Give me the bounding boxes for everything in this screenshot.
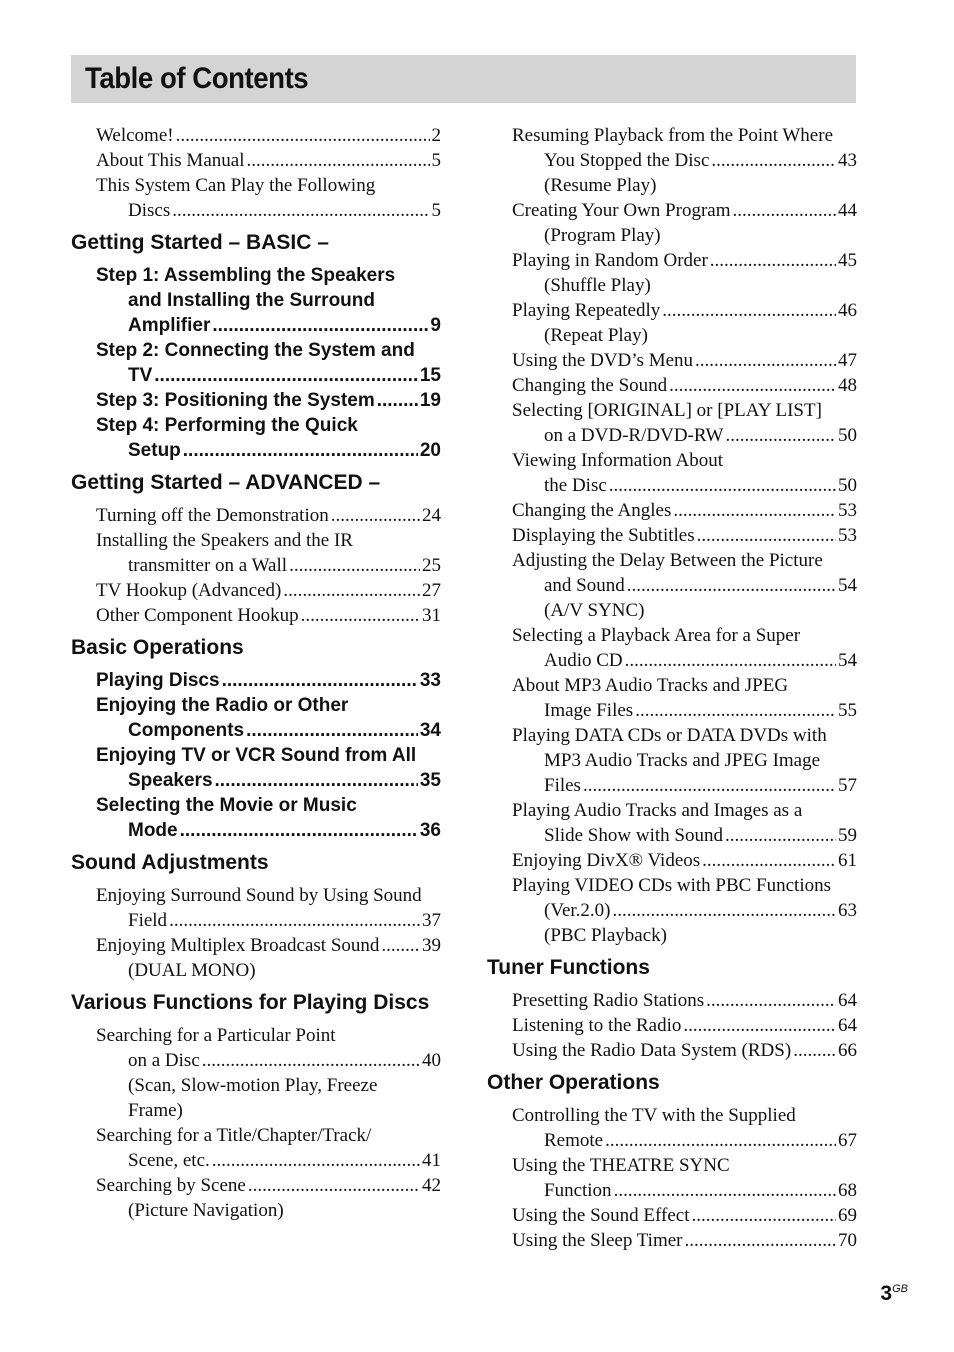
- entry-page-number: 34: [419, 720, 441, 741]
- section-entries: [71, 123, 441, 223]
- entry-title: Using the Sound Effect: [512, 1205, 690, 1226]
- entry-title: Using the Radio Data System (RDS): [512, 1040, 792, 1061]
- entry-title: Playing in Random Order: [512, 250, 708, 271]
- toc-entry[interactable]: [512, 373, 857, 398]
- entry-line: [96, 668, 441, 693]
- toc-entry[interactable]: [512, 988, 857, 1013]
- entry-page-number: 33: [419, 670, 441, 691]
- toc-entry[interactable]: [512, 523, 857, 548]
- entry-line: [512, 248, 857, 273]
- entry-page-number: 61: [838, 850, 857, 871]
- entry-line: [512, 348, 857, 373]
- entry-line: [512, 698, 857, 723]
- entry-page-number: 15: [419, 365, 441, 386]
- entry-line: [512, 1038, 857, 1063]
- entry-title: Function: [544, 1180, 612, 1201]
- entry-line: [512, 573, 857, 598]
- dot-leader: [169, 908, 420, 933]
- entry-line: Selecting the Movie or Music: [96, 795, 357, 816]
- toc-entry[interactable]: [96, 668, 441, 693]
- entry-title: You Stopped the Disc: [544, 150, 710, 171]
- entry-title: Changing the Angles: [512, 500, 672, 521]
- toc-entry[interactable]: [512, 398, 857, 448]
- dot-leader: [246, 718, 418, 743]
- entry-line: [512, 148, 857, 173]
- entry-line: Playing Audio Tracks and Images as a: [512, 800, 803, 821]
- section-heading: Getting Started – BASIC –: [71, 231, 329, 254]
- dot-leader: [625, 648, 836, 673]
- dot-leader: [673, 498, 836, 523]
- dot-leader: [381, 933, 420, 958]
- entry-page-number: 57: [838, 775, 857, 796]
- toc-entry[interactable]: [96, 1123, 441, 1173]
- entry-line: [512, 648, 857, 673]
- dot-leader: [614, 1178, 836, 1203]
- entry-page-number: 63: [838, 900, 857, 921]
- entry-note: (DUAL MONO): [128, 960, 256, 981]
- toc-entry[interactable]: [512, 723, 857, 798]
- entry-page-number: 5: [431, 200, 441, 221]
- entry-line: [96, 933, 441, 958]
- entry-title: Setup: [128, 440, 181, 461]
- dot-leader: [793, 1038, 836, 1063]
- dot-leader: [733, 198, 837, 223]
- entry-line: [96, 1048, 441, 1073]
- entry-title: Enjoying Multiplex Broadcast Sound: [96, 935, 380, 956]
- toc-section: [71, 989, 441, 1223]
- entry-note: (Scan, Slow-motion Play, Freeze: [128, 1075, 378, 1096]
- entry-line: Controlling the TV with the Supplied: [512, 1105, 796, 1126]
- entry-line: [512, 988, 857, 1013]
- entry-title: Discs: [128, 200, 171, 221]
- dot-leader: [583, 773, 836, 798]
- entry-line: [512, 898, 857, 923]
- dot-leader: [702, 848, 836, 873]
- entry-line: [512, 773, 857, 798]
- entry-page-number: 64: [838, 990, 857, 1011]
- entry-page-number: 35: [419, 770, 441, 791]
- entry-title: (Ver.2.0): [544, 900, 611, 921]
- entry-page-number: 64: [838, 1015, 857, 1036]
- section-heading: Getting Started – ADVANCED –: [71, 471, 381, 494]
- section-entries: [487, 988, 857, 1063]
- dot-leader: [154, 363, 418, 388]
- dot-leader: [183, 438, 418, 463]
- entry-page-number: 70: [838, 1230, 857, 1251]
- entry-line: Playing VIDEO CDs with PBC Functions: [512, 875, 831, 896]
- entry-page-number: 47: [838, 350, 857, 371]
- entry-page-number: 20: [419, 440, 441, 461]
- entry-title: Playing Discs: [96, 670, 220, 691]
- entry-title: Amplifier: [128, 315, 211, 336]
- entry-note: (Resume Play): [544, 175, 657, 196]
- entry-line: [512, 423, 857, 448]
- dot-leader: [695, 348, 836, 373]
- toc-entry[interactable]: [96, 933, 441, 983]
- entry-line: [512, 373, 857, 398]
- toc-entry[interactable]: [96, 263, 441, 338]
- entry-page-number: 36: [419, 820, 441, 841]
- entry-line: [512, 1203, 857, 1228]
- toc-entry[interactable]: [512, 873, 857, 948]
- title-bar: [71, 55, 856, 103]
- entry-title: Speakers: [128, 770, 213, 791]
- entry-title: Other Component Hookup: [96, 605, 299, 626]
- toc-entry[interactable]: [512, 548, 857, 623]
- entry-line: Selecting [ORIGINAL] or [PLAY LIST]: [512, 400, 822, 421]
- entry-page-number: 53: [838, 525, 857, 546]
- section-entries: [71, 883, 441, 983]
- section-entries: [71, 1023, 441, 1223]
- dot-leader: [605, 1128, 836, 1153]
- toc-entry[interactable]: [96, 1173, 441, 1223]
- entry-page-number: 44: [838, 200, 857, 221]
- entry-line: Searching for a Title/Chapter/Track/: [96, 1125, 372, 1146]
- section-entries: [71, 263, 441, 463]
- page-number-value: 3: [880, 1282, 893, 1305]
- entry-title: Displaying the Subtitles: [512, 525, 695, 546]
- entry-page-number: 25: [422, 555, 441, 576]
- toc-entry[interactable]: [96, 743, 441, 793]
- toc-section: [71, 123, 441, 223]
- entry-title: the Disc: [544, 475, 607, 496]
- toc-entry[interactable]: [512, 1103, 857, 1153]
- entry-page-number: 45: [838, 250, 857, 271]
- dot-leader: [725, 823, 836, 848]
- entry-note: (Picture Navigation): [128, 1200, 284, 1221]
- dot-leader: [215, 768, 418, 793]
- entry-title: Listening to the Radio: [512, 1015, 682, 1036]
- toc-left-column: [71, 123, 441, 1223]
- entry-page-number: 43: [838, 150, 857, 171]
- entry-line: [96, 1173, 441, 1198]
- entry-page-number: 42: [422, 1175, 441, 1196]
- entry-line: Enjoying TV or VCR Sound from All: [96, 745, 417, 766]
- entry-line: [96, 908, 441, 933]
- dot-leader: [692, 1203, 837, 1228]
- entry-page-number: 9: [430, 315, 441, 336]
- entry-line: [96, 553, 441, 578]
- section-entries: [71, 668, 441, 843]
- entry-page-number: 37: [422, 910, 441, 931]
- entry-page-number: 31: [422, 605, 441, 626]
- toc-entry[interactable]: [512, 1038, 857, 1063]
- entry-line: [512, 823, 857, 848]
- entry-title: Enjoying DivX® Videos: [512, 850, 701, 871]
- entry-line: Playing DATA CDs or DATA DVDs with: [512, 725, 827, 746]
- toc-entry[interactable]: [512, 298, 857, 348]
- toc-section: [487, 954, 857, 1063]
- entry-line: [512, 298, 857, 323]
- entry-line: Step 1: Assembling the Speakers: [96, 265, 396, 286]
- entry-title: Files: [544, 775, 581, 796]
- toc-entry[interactable]: [96, 123, 441, 148]
- entry-page-number: 54: [838, 650, 857, 671]
- entry-line: [512, 1228, 857, 1253]
- entry-line: [512, 498, 857, 523]
- entry-title: Slide Show with Sound: [544, 825, 723, 846]
- toc-entry[interactable]: [512, 248, 857, 298]
- entry-page-number: 48: [838, 375, 857, 396]
- entry-title: TV Hookup (Advanced): [96, 580, 282, 601]
- dot-leader: [706, 988, 836, 1013]
- toc-entry[interactable]: [512, 198, 857, 248]
- entry-line: [96, 198, 441, 223]
- entry-line: [512, 523, 857, 548]
- entry-line: Installing the Speakers and the IR: [96, 530, 353, 551]
- entry-line: Viewing Information About: [512, 450, 723, 471]
- entry-page-number: 50: [838, 475, 857, 496]
- toc-entry[interactable]: [96, 413, 441, 463]
- entry-page-number: 53: [838, 500, 857, 521]
- dot-leader: [609, 473, 836, 498]
- entry-line: [96, 603, 441, 628]
- entry-line: Using the THEATRE SYNC: [512, 1155, 730, 1176]
- toc-section: [71, 634, 441, 843]
- entry-line: This System Can Play the Following: [96, 175, 376, 196]
- entry-note: (Program Play): [544, 225, 661, 246]
- entry-title: Searching by Scene: [96, 1175, 246, 1196]
- toc-entry[interactable]: [96, 883, 441, 933]
- dot-leader: [246, 148, 429, 173]
- entry-page-number: 39: [422, 935, 441, 956]
- dot-leader: [683, 1013, 836, 1038]
- entry-line: [96, 818, 441, 843]
- entry-line: [512, 473, 857, 498]
- toc-entry[interactable]: [96, 693, 441, 743]
- toc-entry[interactable]: [512, 498, 857, 523]
- entry-title: About This Manual: [96, 150, 245, 171]
- toc-entry[interactable]: [96, 578, 441, 603]
- entry-line: [512, 848, 857, 873]
- entry-line: [96, 313, 441, 338]
- toc-entry[interactable]: [96, 528, 441, 578]
- dot-leader: [635, 698, 836, 723]
- entry-title: TV: [128, 365, 153, 386]
- entry-page-number: 19: [419, 390, 441, 411]
- toc-entry[interactable]: [96, 148, 441, 173]
- toc-entry[interactable]: [96, 603, 441, 628]
- dot-leader: [725, 423, 836, 448]
- page-number: [880, 1282, 908, 1306]
- entry-page-number: 41: [422, 1150, 441, 1171]
- entry-line: [96, 148, 441, 173]
- page-number-suffix: GB: [892, 1283, 908, 1295]
- entry-title: and Sound: [544, 575, 625, 596]
- entry-title: Using the Sleep Timer: [512, 1230, 683, 1251]
- dot-leader: [222, 668, 418, 693]
- entry-line: Step 2: Connecting the System and: [96, 340, 415, 361]
- entry-page-number: 69: [838, 1205, 857, 1226]
- toc-section: [71, 229, 441, 463]
- entry-title: on a Disc: [128, 1050, 200, 1071]
- dot-leader: [684, 1228, 836, 1253]
- entry-page-number: 5: [431, 150, 441, 171]
- entry-title: Changing the Sound: [512, 375, 668, 396]
- toc-entry[interactable]: [96, 173, 441, 223]
- section-heading: Sound Adjustments: [71, 851, 269, 874]
- dot-leader: [710, 248, 836, 273]
- dot-leader: [662, 298, 836, 323]
- section-entries: [71, 503, 441, 628]
- entry-line: [512, 1178, 857, 1203]
- entry-page-number: 40: [422, 1050, 441, 1071]
- toc-entry[interactable]: [96, 1023, 441, 1123]
- entry-line: [96, 503, 441, 528]
- toc-entry[interactable]: [512, 1203, 857, 1228]
- toc-entry[interactable]: [512, 1153, 857, 1203]
- entry-page-number: 54: [838, 575, 857, 596]
- entry-page-number: 67: [838, 1130, 857, 1151]
- section-entries: [487, 1103, 857, 1253]
- entry-line: [96, 388, 441, 413]
- toc-entry[interactable]: [512, 448, 857, 498]
- toc-right-column: [487, 123, 857, 1253]
- entry-note: (PBC Playback): [544, 925, 667, 946]
- dot-leader: [669, 373, 836, 398]
- toc-section: [487, 1069, 857, 1253]
- entry-title: Image Files: [544, 700, 634, 721]
- dot-leader: [180, 818, 418, 843]
- entry-title: Presetting Radio Stations: [512, 990, 705, 1011]
- entry-line: and Installing the Surround: [128, 290, 375, 311]
- toc-entry[interactable]: [96, 338, 441, 388]
- dot-leader: [711, 148, 836, 173]
- entry-title: Field: [128, 910, 168, 931]
- entry-title: Using the DVD’s Menu: [512, 350, 694, 371]
- entry-line: [96, 363, 441, 388]
- entry-title: transmitter on a Wall: [128, 555, 288, 576]
- entry-line: [96, 438, 441, 463]
- entry-note: (A/V SYNC): [544, 600, 645, 621]
- dot-leader: [289, 553, 420, 578]
- entry-title: Mode: [128, 820, 178, 841]
- toc-entry[interactable]: [512, 848, 857, 873]
- entry-line: Selecting a Playback Area for a Super: [512, 625, 801, 646]
- dot-leader: [627, 573, 836, 598]
- toc-entry[interactable]: [512, 673, 857, 723]
- dot-leader: [172, 198, 429, 223]
- entry-page-number: 68: [838, 1180, 857, 1201]
- dot-leader: [377, 388, 418, 413]
- toc-entry[interactable]: [512, 798, 857, 848]
- entry-page-number: 2: [431, 125, 441, 146]
- toc-section: [487, 123, 857, 948]
- entry-title: Turning off the Demonstration: [96, 505, 329, 526]
- entry-page-number: 50: [838, 425, 857, 446]
- entry-line: MP3 Audio Tracks and JPEG Image: [544, 750, 821, 771]
- entry-line: Enjoying the Radio or Other: [96, 695, 349, 716]
- entry-line: Resuming Playback from the Point Where: [512, 125, 834, 146]
- dot-leader: [202, 1048, 420, 1073]
- entry-line: About MP3 Audio Tracks and JPEG: [512, 675, 789, 696]
- section-heading: Other Operations: [487, 1071, 660, 1094]
- toc-entry[interactable]: [512, 348, 857, 373]
- toc-entry[interactable]: [96, 503, 441, 528]
- toc-section: [71, 469, 441, 628]
- toc-entry[interactable]: [96, 793, 441, 843]
- toc-section: [71, 849, 441, 983]
- entry-line: Adjusting the Delay Between the Picture: [512, 550, 823, 571]
- entry-line: [96, 718, 441, 743]
- dot-leader: [301, 603, 420, 628]
- dot-leader: [612, 898, 836, 923]
- entry-page-number: 66: [838, 1040, 857, 1061]
- entry-title: Creating Your Own Program: [512, 200, 731, 221]
- entry-title: Components: [128, 720, 245, 741]
- entry-title: Welcome!: [96, 125, 174, 146]
- page-title: Table of Contents: [85, 62, 309, 95]
- entry-line: [96, 768, 441, 793]
- entry-line: [512, 198, 857, 223]
- toc-entry[interactable]: [96, 388, 441, 413]
- entry-note: (Shuffle Play): [544, 275, 651, 296]
- entry-page-number: 24: [422, 505, 441, 526]
- dot-leader: [331, 503, 420, 528]
- section-heading: Tuner Functions: [487, 956, 650, 979]
- entry-note: Frame): [128, 1100, 183, 1121]
- dot-leader: [212, 313, 428, 338]
- entry-line: Enjoying Surround Sound by Using Sound: [96, 885, 422, 906]
- entry-line: [96, 123, 441, 148]
- section-entries: [487, 123, 857, 948]
- entry-title: Step 3: Positioning the System: [96, 390, 375, 411]
- entry-page-number: 46: [838, 300, 857, 321]
- entry-note: (Repeat Play): [544, 325, 648, 346]
- entry-line: [512, 1128, 857, 1153]
- entry-title: Scene, etc.: [128, 1150, 210, 1171]
- entry-line: Searching for a Particular Point: [96, 1025, 336, 1046]
- toc-entry[interactable]: [512, 1013, 857, 1038]
- entry-title: Remote: [544, 1130, 604, 1151]
- entry-line: [96, 1148, 441, 1173]
- entry-line: [512, 1013, 857, 1038]
- section-heading: Basic Operations: [71, 636, 244, 659]
- toc-entry[interactable]: [512, 623, 857, 673]
- entry-title: Playing Repeatedly: [512, 300, 661, 321]
- section-heading: Various Functions for Playing Discs: [71, 991, 430, 1014]
- dot-leader: [212, 1148, 420, 1173]
- entry-page-number: 59: [838, 825, 857, 846]
- entry-title: Audio CD: [544, 650, 623, 671]
- entry-page-number: 27: [422, 580, 441, 601]
- toc-entry[interactable]: [512, 123, 857, 198]
- dot-leader: [283, 578, 420, 603]
- dot-leader: [248, 1173, 420, 1198]
- toc-entry[interactable]: [512, 1228, 857, 1253]
- dot-leader: [176, 123, 430, 148]
- entry-line: Step 4: Performing the Quick: [96, 415, 358, 436]
- entry-page-number: 55: [838, 700, 857, 721]
- entry-line: [96, 578, 441, 603]
- entry-title: on a DVD-R/DVD-RW: [544, 425, 724, 446]
- dot-leader: [697, 523, 836, 548]
